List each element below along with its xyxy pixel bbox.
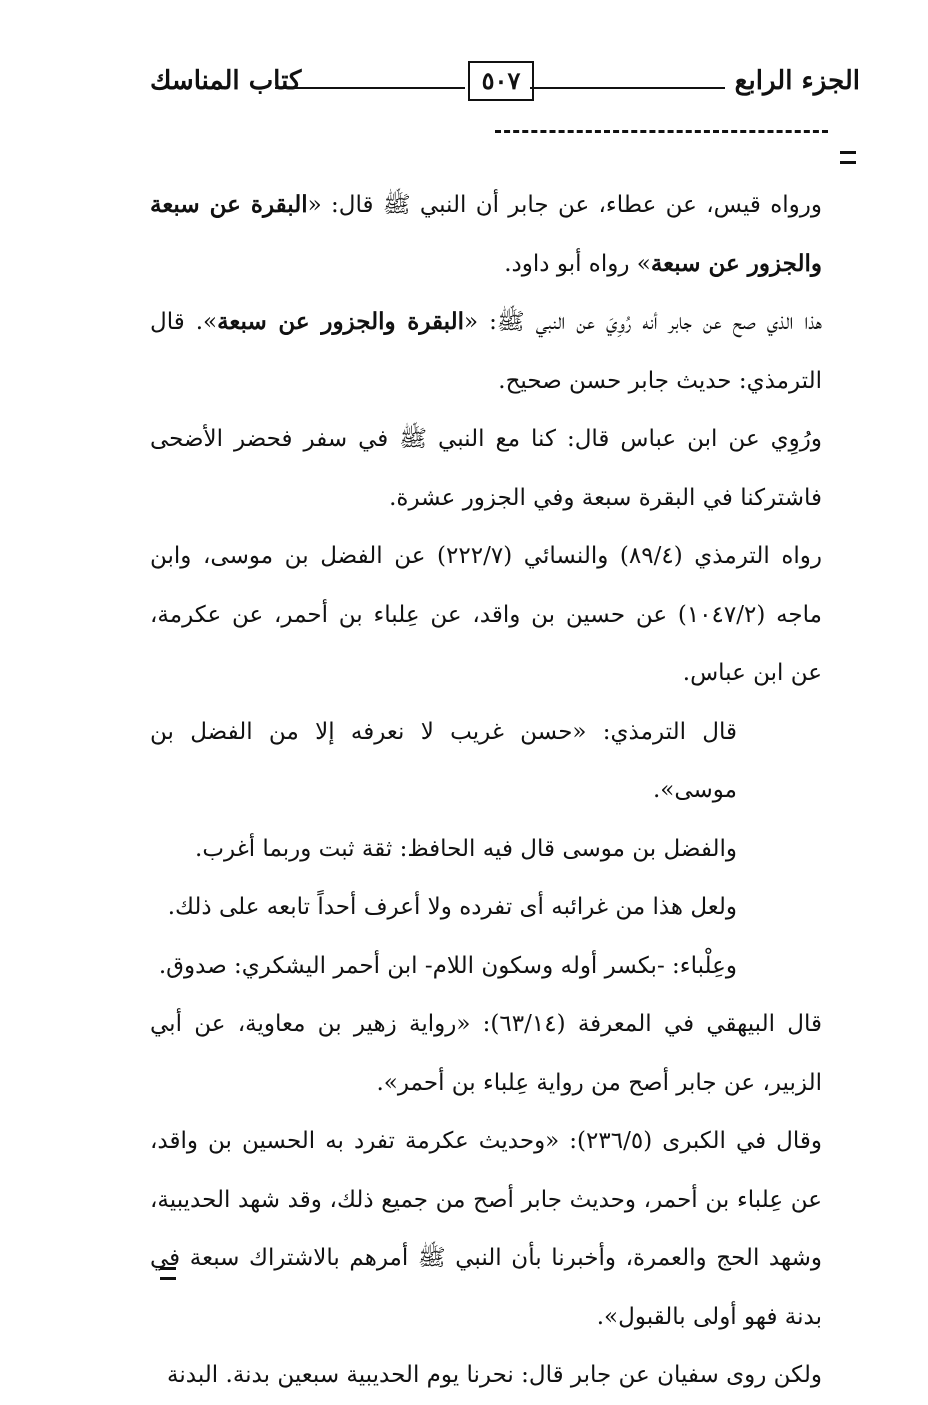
continuation-mark-top xyxy=(840,151,856,164)
text-segment: قال البيهقي في المعرفة (٦٣/١٤): «رواية زهير بن معاوية، عن أبي الزبير، عن جابر أصح من رواية عِلباء بن أحمر». xyxy=(150,1011,822,1096)
volume-title: الجزء الرابع xyxy=(734,66,860,96)
hadith-quote: البقرة والجزور عن سبعة xyxy=(217,308,464,335)
text-segment: ورواه قيس، عن عطاء، عن جابر أن النبي ﷺ قال: « xyxy=(307,192,822,218)
header-rule-left xyxy=(275,87,465,89)
hadith-quote: البقرة عن سبعة والجزور عن سبعة xyxy=(150,191,822,277)
paragraph xyxy=(150,527,822,703)
paragraph xyxy=(150,176,822,293)
paragraph xyxy=(150,878,822,937)
text-segment: رواه الترمذي (٨٩/٤) والنسائي (٢٢٢/٧) عن الفضل بن موسى، وابن ماجه (١٠٤٧/٢) عن حسين بن واقد، عن عِلباء بن أحمر، عن عكرمة، عن ابن عباس. xyxy=(150,543,822,686)
paragraph xyxy=(150,937,822,996)
paragraph xyxy=(150,410,822,527)
text-segment: هذا الذي صح عن جابر أنه رُوِيَ عن النبي ﷺ: « xyxy=(464,309,822,335)
paragraph xyxy=(150,1112,822,1346)
paragraph xyxy=(150,995,822,1112)
text-segment: ولعل هذا من غرائبه أى تفرده ولا أعرف أحداً تابعه على ذلك. xyxy=(167,894,737,920)
text-segment: والفضل بن موسى قال فيه الحافظ: ثقة ثبت وربما أغرب. xyxy=(195,835,737,862)
text-segment: قال الترمذي: «حسن غريب لا نعرفه إلا من الفضل بن موسى». xyxy=(150,718,737,803)
text-segment: ورُوِي عن ابن عباس قال: كنا مع النبي ﷺ في سفر فحضر الأضحى فاشتركنا في البقرة سبعة وفي الجزور عشرة. xyxy=(150,426,822,511)
running-header xyxy=(150,58,860,118)
text-segment: » رواه أبو داود. xyxy=(504,250,651,277)
text-segment: ولكن روى سفيان عن جابر قال: نحرنا يوم الحديبية سبعين بدنة. البدنة xyxy=(167,1362,822,1388)
page-number: ٥٠٧ xyxy=(468,61,534,101)
text-segment: وعِلْباء: -بكسر أوله وسكون اللام- ابن أحمر اليشكري: صدوق. xyxy=(158,952,737,979)
header-dashed-divider xyxy=(495,130,828,133)
header-rule-right xyxy=(530,87,725,89)
paragraph xyxy=(150,820,822,879)
paragraph xyxy=(150,293,822,410)
text-segment: ». قال الترمذي: حديث جابر حسن صحيح. xyxy=(150,309,822,394)
text-segment: وقال في الكبرى (٢٣٦/٥): «وحديث عكرمة تفرد به الحسين بن واقد، عن عِلباء بن أحمر، وحديث جابر أصح من جميع ذلك، وقد شهد الحديبية، وشهد الحج والعمرة، وأخبرنا بأن النبي ﷺ أمرهم بالاشتراك سبعة في بدنة فهو أولى بالقبول». xyxy=(150,1128,823,1330)
body-text xyxy=(150,176,822,1405)
continuation-mark-bottom xyxy=(160,1267,176,1280)
paragraph xyxy=(150,703,822,820)
book-title: كتاب المناسك xyxy=(150,66,302,96)
